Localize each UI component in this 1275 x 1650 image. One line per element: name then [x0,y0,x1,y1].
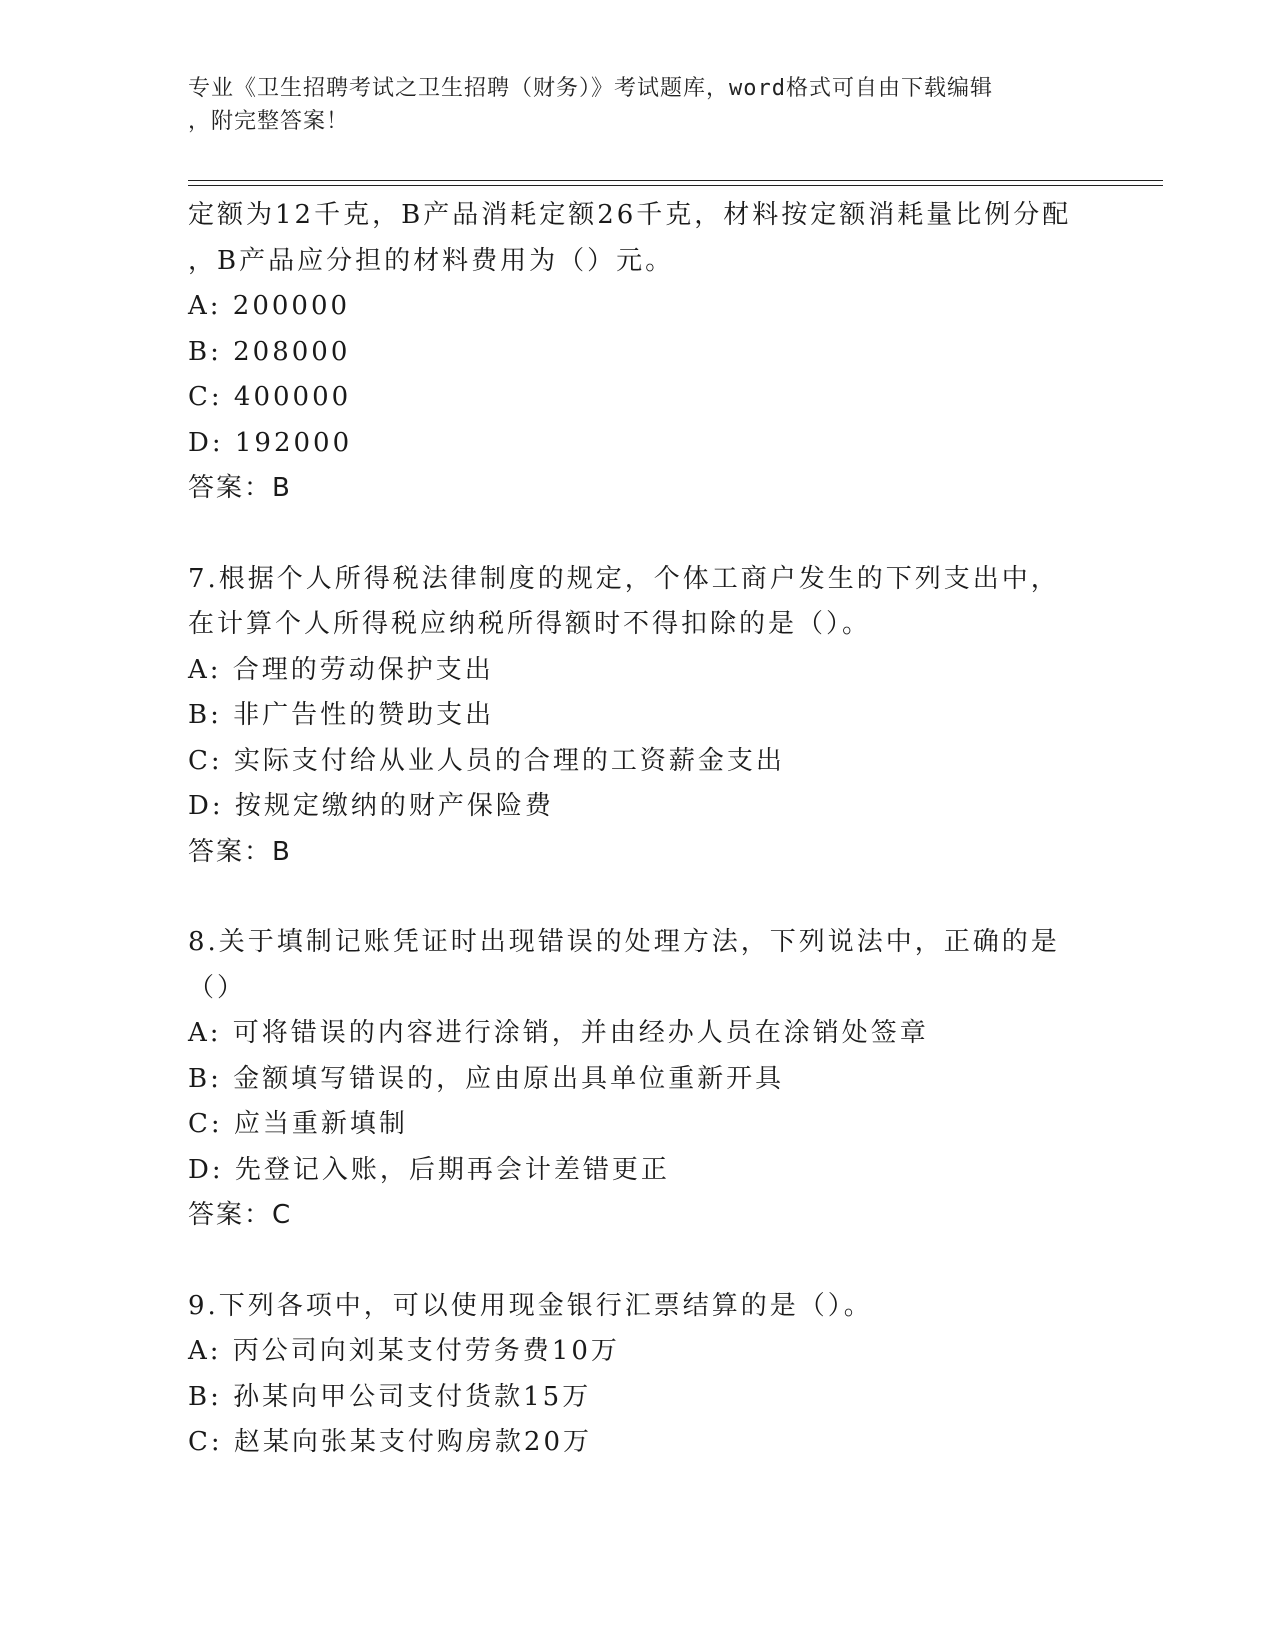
option-b: B: 非广告性的赞助支出 [188,700,495,730]
question-7 [188,557,1148,876]
question-stem: 在计算个人所得税应纳税所得额时不得扣除的是（）。 [188,609,872,639]
question-stem: 9.下列各项中，可以使用现金银行汇票结算的是（）。 [188,1290,873,1321]
question-stem: 8.关于填制记账凭证时出现错误的处理方法，下列说法中，正确的是 [188,927,1060,957]
option-a: A: 200000 [188,291,351,321]
header-rule-top [188,180,1163,181]
option-b: B: 208000 [188,336,351,367]
option-b: B: 孙某向甲公司支付货款15万 [188,1381,592,1412]
option-d: D: 192000 [188,427,353,458]
page-header [188,72,1088,138]
option-b: B: 金额填写错误的，应由原出具单位重新开具 [188,1063,785,1094]
question-stem: ，B产品应分担的材料费用为（）元。 [188,245,675,276]
spacer [188,1239,1148,1284]
option-c: C: 实际支付给从业人员的合理的工资薪金支出 [188,745,785,776]
answer-line: 答案：B [188,473,292,503]
question-stem: （） [188,972,247,1003]
header-line-1: 专业《卫生招聘考试之卫生招聘（财务）》考试题库，word格式可自由下载编辑 [188,76,993,101]
question-stem: 定额为12千克，B产品消耗定额26千克，材料按定额消耗量比例分配 [188,200,1072,230]
question-8 [188,920,1148,1239]
header-rule-bottom [188,185,1163,186]
spacer [188,875,1148,920]
answer-line: 答案：B [188,836,292,867]
question-stem: 7.根据个人所得税法律制度的规定，个体工商户发生的下列支出中， [188,563,1060,594]
header-line-2: ，附完整答案！ [188,109,350,134]
option-a: A: 丙公司向刘某支付劳务费10万 [188,1336,620,1366]
option-d: D: 先登记入账，后期再会计差错更正 [188,1154,670,1185]
answer-line: 答案：C [188,1200,293,1230]
option-d: D: 按规定缴纳的财产保险费 [188,791,554,821]
spacer [188,512,1148,557]
option-a: A: 合理的劳动保护支出 [188,654,494,685]
option-c: C: 赵某向张某支付购房款20万 [188,1427,593,1457]
option-a: A: 可将错误的内容进行涂销，并由经办人员在涂销处签章 [188,1018,929,1048]
question-9 [188,1284,1148,1466]
document-body [188,193,1148,1466]
question-6-continued [188,193,1148,512]
option-c: C: 400000 [188,382,352,412]
option-c: C: 应当重新填制 [188,1109,408,1139]
